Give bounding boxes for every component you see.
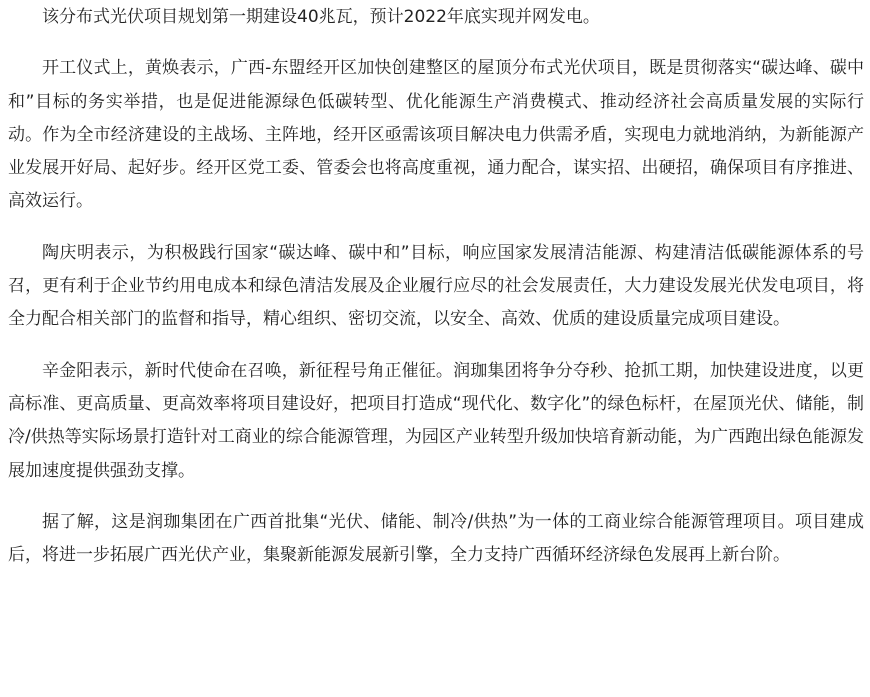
paragraph-first-phase: 该分布式光伏项目规划第一期建设40兆瓦，预计2022年底实现并网发电。 — [42, 7, 600, 27]
paragraph-xin-jinyang: 辛金阳表示，新时代使命在召唤，新征程号角正催征。润珈集团将争分夺秒、抢抓工期，加快建设进度，以更高标准、更高质量、更高效率将项目建设好，把项目打造成“现代化、数字化”的绿色标杆，在屋顶光伏、储能，制冷/供热等实际场景打造针对工商业的综合能源管理，为园区产业转型升级加快培育新动能，为广西跑出绿色能源发展加速度提供强劲支撑。 — [8, 360, 864, 481]
paragraph-project-summary: 据了解，这是润珈集团在广西首批集“光伏、储能、制冷/供热”为一体的工商业综合能源管理项目。项目建成后，将进一步拓展广西光伏产业，集聚新能源发展新引擎，全力支持广西循环经济绿色发展再上新台阶。 — [8, 511, 864, 566]
article-body — [0, 1, 870, 697]
paragraph-tao-qingming: 陶庆明表示，为积极践行国家“碳达峰、碳中和”目标，响应国家发展清洁能源、构建清洁低碳能源体系的号召，更有利于企业节约用电成本和绿色清洁发展及企业履行应尽的社会发展责任，大力建设发展光伏发电项目，将全力配合相关部门的监督和指导，精心组织、密切交流，以安全、高效、优质的建设质量完成项目建设。 — [8, 242, 864, 330]
paragraph-ceremony-huang: 开工仪式上，黄焕表示，广西-东盟经开区加快创建整区的屋顶分布式光伏项目，既是贯彻落实“碳达峰、碳中和”目标的务实举措，也是促进能源绿色低碳转型、优化能源生产消费模式、推动经济社会高质量发展的实际行动。作为全市经济建设的主战场、主阵地，经开区亟需该项目解决电力供需矛盾，实现电力就地消纳，为新能源产业发展开好局、起好步。经开区党工委、管委会也将高度重视，通力配合，谋实招、出硬招，确保项目有序推进、高效运行。 — [8, 58, 864, 212]
